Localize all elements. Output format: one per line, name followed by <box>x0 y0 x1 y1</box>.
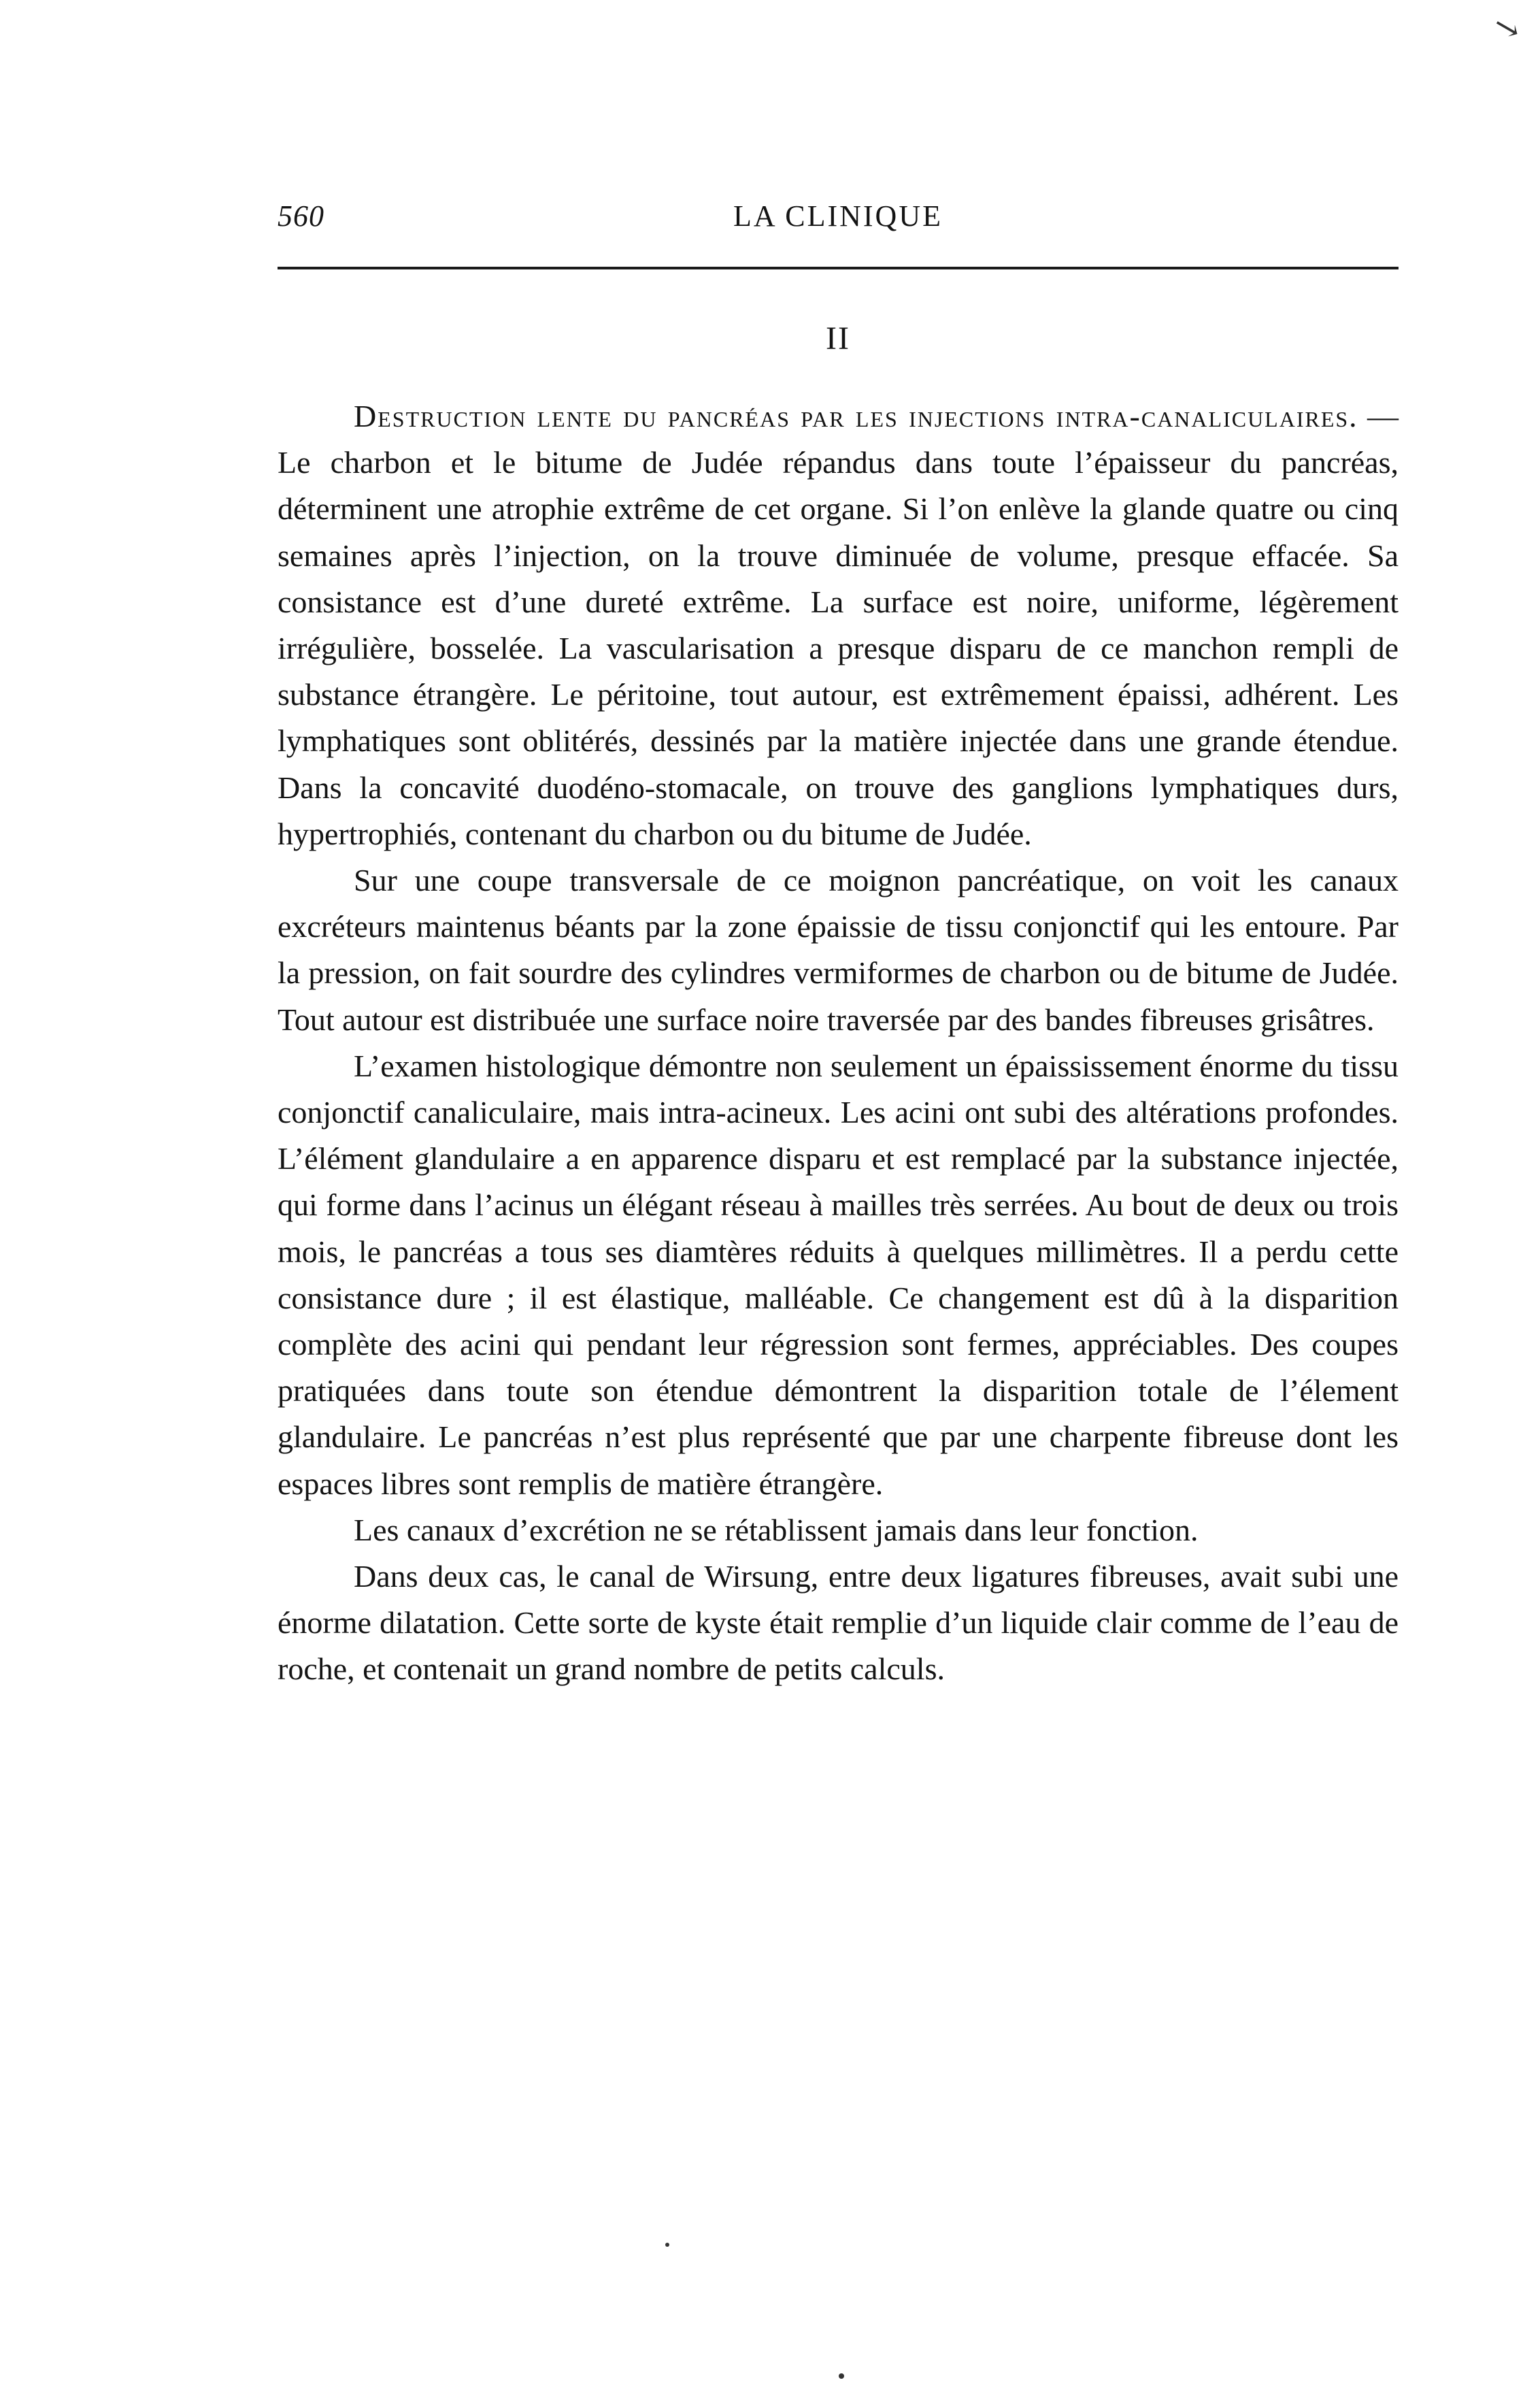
ink-speck <box>839 2373 844 2379</box>
paragraph-2: Sur une coupe transversale de ce moignon pancréatique, on voit les canaux excréteurs maintenus béants par la zone épaissie de tissu conjonctif qui les entoure. Par la pression, on fait sourdre des cylindres vermiformes de charbon ou de bitume de Judée. Tout autour est distribuée une surface noire traversée par des bandes fibreuses grisâtres. <box>278 863 1399 1037</box>
paragraph-5: Dans deux cas, le canal de Wirsung, entre deux ligatures fibreuses, avait subi une énorme dilatation. Cette sorte de kyste était remplie d’un liquide clair comme de l’eau de roche, et contenait un grand nombre de petits calculs. <box>278 1559 1399 1687</box>
running-title: LA CLINIQUE <box>733 199 943 233</box>
section-number: II <box>826 320 850 357</box>
ink-speck <box>665 2243 669 2247</box>
paragraph-1 <box>278 393 1399 857</box>
body-text <box>278 393 1399 1693</box>
paragraph-3: L’examen histologique démontre non seulement un épaississement énorme du tissu conjonctif canaliculaire, mais intra-acineux. Les acini ont subi des altérations profondes. L’élément glandulaire a en apparence disparu et est remplacé par la substance injectée, qui forme dans l’acinus un élégant réseau à mailles très serrées. Au bout de deux ou trois mois, le pancréas a tous ses diamtères réduits à quelques millimètres. Il a perdu cette consistance dure ; il est élastique, malléable. Ce changement est dû à la disparition complète des acini qui pendant leur régression sont fermes, appréciables. Des coupes pratiquées dans toute son étendue démontrent la disparition totale de l’élement glandulaire. Le pancréas n’est plus représenté que par une charpente fibreuse dont les espaces libres sont remplis de matière étrangère. <box>278 1048 1399 1501</box>
section-heading: Destruction lente du pancréas par les injections intra-canaliculaires. <box>354 399 1358 433</box>
page-corner-mark: ↘ <box>1489 7 1524 48</box>
paragraph-4: Les canaux d’excrétion ne se rétablissent jamais dans leur fonction. <box>354 1512 1199 1547</box>
page-number: 560 <box>278 199 324 233</box>
paragraph-1-text: — Le charbon et le bitume de Judée répandus dans toute l’épaisseur du pancréas, déterminent une atrophie extrême de cet organe. Si l’on enlève la glande quatre ou cinq semaines après l’injection, on la trouve diminuée de volume, presque effacée. Sa consistance est d’une dureté extrême. La surface est noire, uniforme, légèrement irrégulière, bosselée. La vascularisation a presque disparu de ce manchon rempli de substance étrangère. Le péritoine, tout autour, est extrêmement épaissi, adhérent. Les lymphatiques sont oblitérés, dessinés par la matière injectée dans une grande étendue. Dans la concavité duodéno-stomacale, on trouve des ganglions lymphatiques durs, hypertrophiés, contenant du charbon ou du bitume de Judée. <box>278 399 1399 851</box>
page-header <box>278 196 1399 250</box>
header-rule <box>278 267 1399 269</box>
